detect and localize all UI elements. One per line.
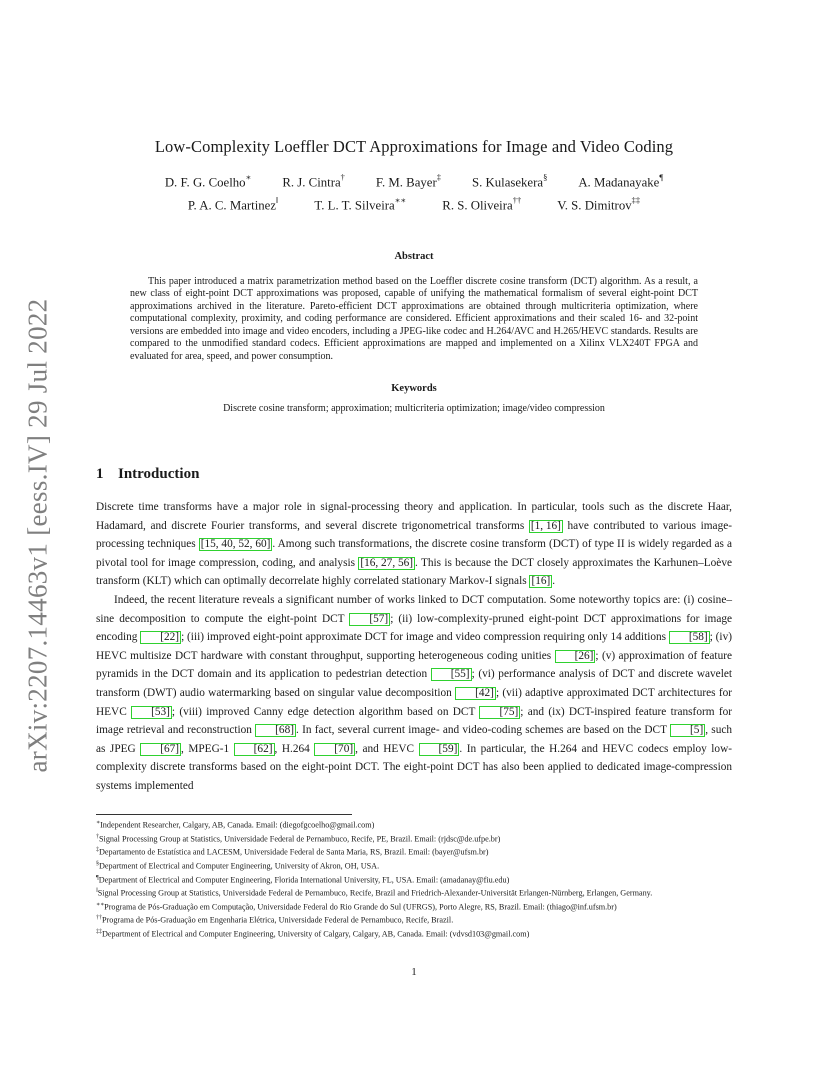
citation-link[interactable]: [26]	[555, 650, 596, 663]
author-name: D. F. G. Coelho	[164, 175, 246, 190]
footnote-mark: ¶	[96, 874, 99, 881]
text-run: .	[552, 575, 556, 588]
footnote	[96, 873, 732, 887]
affiliation-mark: ¶	[659, 172, 664, 182]
text-run: ; (vi) performance analysis of DCT and discrete wavelet transform (DWT) audio watermarking based on singular value decomposition	[96, 668, 732, 699]
footnote-mark: †	[96, 833, 99, 840]
footnote-mark: ‡	[96, 847, 99, 854]
affiliation-mark: ‖	[276, 195, 279, 205]
affiliation-mark: ∗∗	[394, 195, 407, 205]
text-run: . In particular, the H.264 and HEVC codecs employ low-complexity discrete transforms based on the eight-point DCT. The eight-point DCT has also been applied to dedicated image-compression systems implemented	[96, 742, 732, 792]
section-number: 1	[96, 466, 104, 482]
page-number: 1	[411, 966, 417, 978]
citation-link[interactable]: [75]	[479, 706, 520, 719]
text-run: ; (viii) improved Canny edge detection algorithm based on DCT	[171, 705, 480, 718]
text-run: ; (iv) HEVC multisize DCT hardware with constant throughput, supporting heterogeneous coding unities	[96, 631, 732, 662]
text-run: Indeed, the recent literature reveals a significant number of works linked to DCT computation. Some noteworthy topics are: (i) cosine–sine decomposition to compute the eight-point DCT	[96, 593, 732, 625]
author	[282, 173, 345, 190]
citation-link[interactable]: [1, 16]	[530, 519, 561, 532]
text-run: ; (iii) improved eight-point approximate DCT for image and video compression requiring only 14 additions	[181, 631, 669, 644]
author-name: P. A. C. Martinez	[187, 198, 277, 213]
author-name: A. Madanayake	[578, 175, 660, 190]
affiliation-mark: ‡‡	[631, 195, 641, 205]
footnote	[96, 832, 732, 846]
author	[472, 173, 547, 190]
author	[188, 196, 279, 213]
footnote	[96, 859, 732, 873]
footnote-mark: ††	[96, 915, 102, 922]
text-run: , and HEVC	[355, 742, 419, 755]
citation-link[interactable]: [68]	[255, 724, 296, 737]
text-run: . In fact, several current image- and video-coding schemes are based on the DCT	[296, 724, 671, 737]
citation-link[interactable]: [22]	[140, 631, 181, 644]
author-name: S. Kulasekera	[471, 175, 544, 190]
author-name: R. S. Oliveira	[442, 198, 513, 213]
citation-link[interactable]: [16]	[531, 575, 551, 588]
footnotes	[96, 818, 732, 941]
text-run: ; (vii) adaptive approximated DCT architectures for HEVC	[96, 686, 732, 718]
abstract-text: This paper introduced a matrix parametrization method based on the Loeffler discrete cosine transform (DCT) algorithm. As a result, a new class of eight-point DCT approximations was proposed, capable of unifying the mathematical formalism of several eight-point DCT approximations archived in the literature. Pareto-efficient DCT approximations are obtained through multicriteria optimization, where computational complexity, proximity, and coding performance are considered. Efficient approximations and their scaled 16- and 32-point versions are embedded into image and video encoders, including a JPEG-like codec and H.264/AVC and H.265/HEVC standards. Results are compared to the unmodified standard codecs. Efficient approximations are mapped and implemented on a Xilinx VLX240T FPGA and evaluated for area, speed, and power consumption.	[130, 276, 698, 362]
citation-link[interactable]: [53]	[131, 706, 172, 719]
body-text	[96, 498, 732, 796]
footnote	[96, 818, 732, 832]
text-run: , such as JPEG	[96, 724, 733, 755]
footnote-text: Independent Researcher, Calgary, AB, Canada. Email: (diegofgcoelho@gmail.com)	[100, 820, 375, 830]
author	[557, 196, 640, 213]
arxiv-sidebar	[16, 290, 60, 780]
footnote-mark: ‡‡	[96, 929, 102, 936]
footnote-mark: §	[96, 860, 99, 867]
footnote-text: Department of Electrical and Computer Engineering, University of Akron, OH, USA.	[99, 861, 380, 871]
footnote	[96, 845, 732, 859]
author	[376, 173, 441, 190]
abstract-heading: Abstract	[394, 251, 434, 262]
author	[314, 196, 406, 213]
author	[442, 196, 521, 213]
citation-link[interactable]: [57]	[349, 613, 390, 626]
text-run: , H.264	[274, 742, 315, 755]
paragraph-1	[96, 498, 732, 591]
footnote	[96, 886, 732, 900]
citation-link[interactable]: [59]	[419, 743, 460, 756]
footnote-mark: ∗	[96, 820, 101, 826]
footnote	[96, 913, 732, 927]
citation-link[interactable]: [62]	[234, 743, 275, 756]
footnote-text: Programa de Pós-Graduação em Computação, Universidade Federal do Rio Grande do Sul (UFRGS), Porto Alegre, RS, Brazil. Email: (thiago@inf.ufsm.br)	[104, 902, 617, 912]
citation-link[interactable]: [16, 27, 56]	[360, 556, 414, 569]
arxiv-identifier: arXiv:2207.14463v1 [eess.IV] 29 Jul 2022	[22, 298, 53, 772]
affiliation-mark: †	[340, 172, 345, 182]
authors-row-2	[96, 196, 732, 213]
footnote-text: Departamento de Estatística and LACESM, Universidade Federal de Santa Maria, RS, Brazil. Email: (bayer@ufsm.br)	[99, 848, 489, 858]
text-run: ; and (ix) DCT-inspired feature transform for image retrieval and reconstruction	[96, 705, 732, 737]
footnote-text: Signal Processing Group at Statistics, Universidade Federal de Pernambuco, Recife, PE, Brazil. Email: (rjdsc@de.ufpe.br)	[99, 834, 501, 844]
citation-link[interactable]: [70]	[314, 743, 355, 756]
authors-row-1	[96, 173, 732, 190]
footnote-rule	[96, 814, 352, 815]
footnote-text: Programa de Pós-Graduação em Engenharia Elétrica, Universidade Federal de Pernambuco, Recife, Brazil.	[102, 916, 454, 926]
footnote-text: Department of Electrical and Computer Engineering, University of Calgary, Calgary, AB, Canada. Email: (vdvsd103@gmail.com)	[102, 929, 530, 939]
text-run: ; (v) approximation of feature pyramids in the DCT domain and its application to pedestrian detection	[96, 649, 732, 681]
keywords-heading: Keywords	[391, 383, 437, 394]
footnote-mark: ∗∗	[96, 901, 105, 908]
author-name: T. L. T. Silveira	[314, 198, 395, 213]
author-name: V. S. Dimitrov	[557, 198, 632, 213]
text-run: . This is because the DCT closely approximates the Karhunen–Loève transform (KLT) which can optimally decorrelate highly correlated stationary Markov-I signals	[96, 556, 732, 588]
keywords-text: Discrete cosine transform; approximation; multicriteria optimization; image/video compression	[223, 403, 605, 414]
text-run: Discrete time transforms have a major role in signal-processing theory and application. In particular, tools such as the discrete Haar, Hadamard, and discrete Fourier transforms, and several discrete trigonometrical transforms	[96, 501, 732, 532]
author	[578, 173, 663, 190]
footnote-text: Signal Processing Group at Statistics, Universidade Federal de Pernambuco, Recife, Brazil and Friedrich-Alexander-Universität Erlangen-Nürnberg, Erlangen, Germany.	[97, 888, 653, 898]
author-name: R. J. Cintra	[282, 175, 341, 190]
citation-link[interactable]: [5]	[670, 724, 705, 737]
text-run: have contributed to various image-processing techniques	[96, 519, 733, 551]
citation-link[interactable]: [42]	[455, 687, 496, 700]
footnote-mark: ‖	[96, 888, 98, 895]
affiliation-mark: §	[543, 172, 548, 182]
paragraph-2	[96, 591, 732, 796]
affiliation-mark: ∗	[245, 172, 252, 182]
section-heading	[96, 466, 199, 483]
author-name: F. M. Bayer	[375, 175, 437, 190]
affiliation-mark: ‡	[436, 172, 441, 182]
author	[165, 173, 252, 190]
citation-link[interactable]: [55]	[431, 668, 472, 681]
citation-link[interactable]: [67]	[140, 743, 181, 756]
footnote-text: Department of Electrical and Computer Engineering, Florida International University, FL, USA. Email: (amadanay@fiu.edu)	[98, 875, 510, 885]
section-title: Introduction	[118, 466, 200, 482]
text-run: , MPEG-1	[181, 742, 234, 755]
paper-title: Low-Complexity Loeffler DCT Approximations for Image and Video Coding	[154, 137, 674, 156]
footnote	[96, 900, 732, 914]
footnote	[96, 927, 732, 941]
text-run: ; (ii) low-complexity-pruned eight-point DCT approximations for image encoding	[96, 612, 732, 644]
affiliation-mark: ††	[512, 195, 522, 205]
citation-link[interactable]: [15, 40, 52, 60]	[200, 538, 271, 551]
citation-link[interactable]: [58]	[669, 631, 710, 644]
text-run: . Among such transformations, the discrete cosine transform (DCT) of type II is widely regarded as a pivotal tool for image compression, coding, and analysis	[96, 538, 733, 569]
